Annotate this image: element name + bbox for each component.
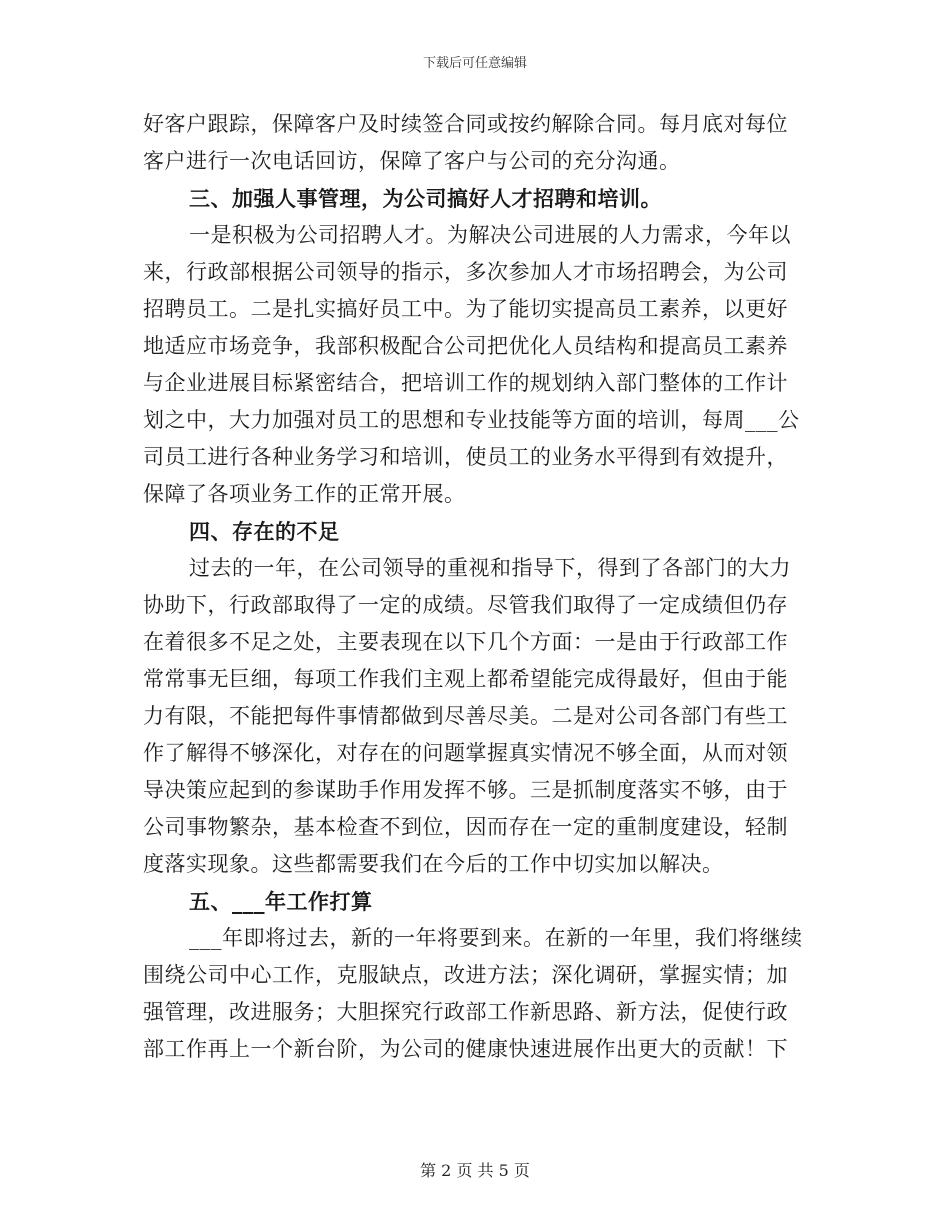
page-header: 下载后可任意编辑 [422, 56, 527, 71]
section-heading: 四、存在的不足 [189, 519, 340, 544]
page-footer: 第 2 页 共 5 页 [420, 1161, 530, 1180]
body-text-line: 地适应市场竞争，我部积极配合公司把优化人员结构和提高员工素养 [143, 334, 788, 358]
body-text-line: 部工作再上一个新台阶，为公司的健康快速进展作出更大的贡献！下 [143, 1037, 788, 1061]
body-text-line: 力有限，不能把每件事情都做到尽善尽美。二是对公司各部门有些工 [143, 704, 788, 728]
body-text-line: 公司事物繁杂，基本检查不到位，因而存在一定的重制度建设，轻制 [143, 815, 788, 839]
body-text-line: 一是积极为公司招聘人才。为解决公司进展的人力需求，今年以 [189, 223, 791, 247]
body-text-line: 在着很多不足之处，主要表现在以下几个方面：一是由于行政部工作 [143, 630, 788, 654]
body-text-line: 度落实现象。这些都需要我们在今后的工作中切实加以解决。 [143, 852, 724, 876]
body-text-line: 好客户跟踪，保障客户及时续签合同或按约解除合同。每月底对每位 [143, 112, 788, 136]
body-text-line: 与企业进展目标紧密结合，把培训工作的规划纳入部门整体的工作计 [143, 371, 788, 395]
body-text-line: 客户进行一次电话回访，保障了客户与公司的充分沟通。 [143, 149, 681, 173]
body-text-line: 强管理，改进服务；大胆探究行政部工作新思路、新方法，促使行政 [143, 1000, 788, 1024]
section-heading: 三、加强人事管理，为公司搞好人才招聘和培训。 [189, 186, 662, 211]
body-text-line: 作了解得不够深化，对存在的问题掌握真实情况不够全面，从而对领 [143, 741, 788, 765]
section-heading: 五、___年工作打算 [189, 889, 373, 914]
body-text-line: 司员工进行各种业务学习和培训，使员工的业务水平得到有效提升， [143, 445, 788, 469]
document-body [143, 106, 805, 1068]
body-text-line: 导决策应起到的参谋助手作用发挥不够。三是抓制度落实不够，由于 [143, 778, 788, 802]
body-text-line: 围绕公司中心工作，克服缺点，改进方法；深化调研，掌握实情；加 [143, 963, 788, 987]
body-text-line: 常常事无巨细，每项工作我们主观上都希望能完成得最好，但由于能 [143, 667, 788, 691]
body-text-line: 招聘员工。二是扎实搞好员工中。为了能切实提高员工素养，以更好 [143, 297, 788, 321]
body-text-line: ___年即将过去，新的一年将要到来。在新的一年里，我们将继续 [189, 926, 803, 950]
body-text-line: 过去的一年，在公司领导的重视和指导下，得到了各部门的大力 [189, 556, 791, 580]
body-text-line: 保障了各项业务工作的正常开展。 [143, 482, 466, 506]
body-text-line: 划之中，大力加强对员工的思想和专业技能等方面的培训，每周___公 [143, 408, 800, 432]
body-text-line: 来，行政部根据公司领导的指示，多次参加人才市场招聘会，为公司 [143, 260, 788, 284]
body-text-line: 协助下，行政部取得了一定的成绩。尽管我们取得了一定成绩但仍存 [143, 593, 788, 617]
